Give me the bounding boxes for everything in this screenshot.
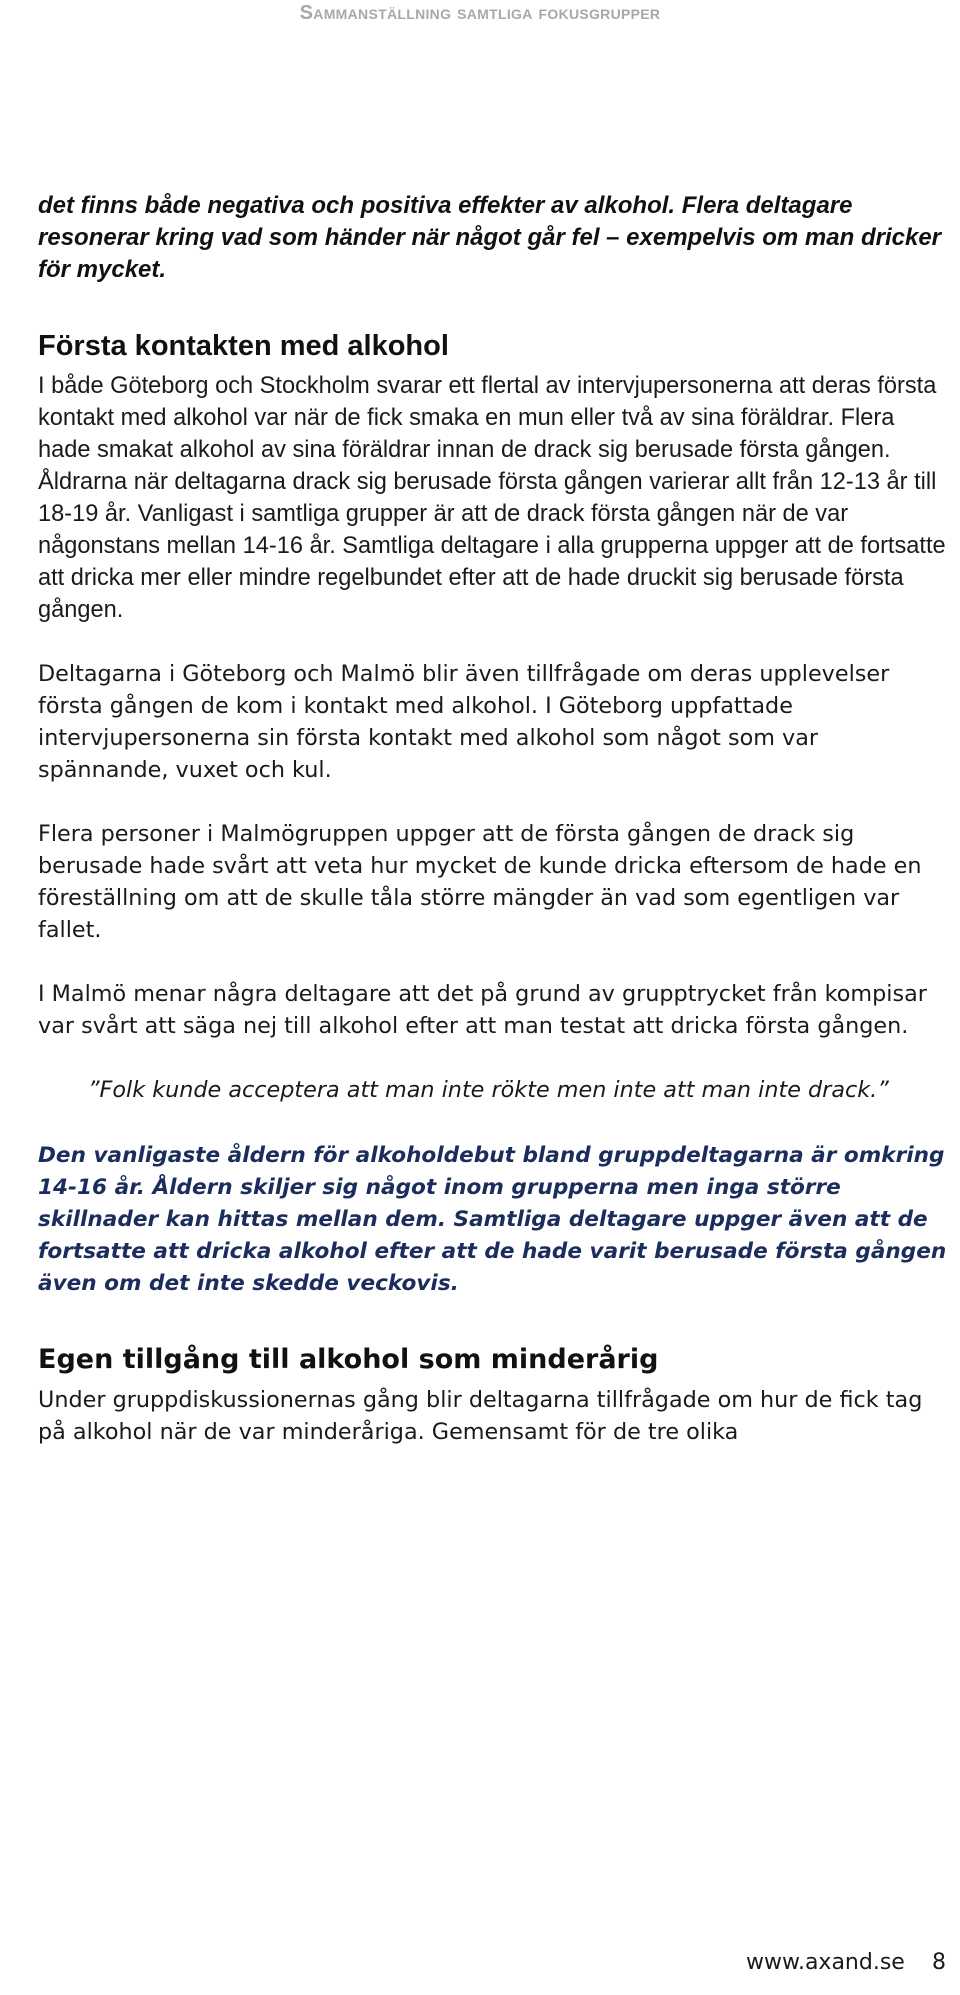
- paragraph-malmo-tolerance: Flera personer i Malmögruppen uppger att de första gången de drack sig berusade hade svårt att veta hur mycket de kunde dricka eftersom de hade en föreställning om att de skulle tåla större mängder än vad som egentligen var fallet.: [38, 821, 922, 943]
- page-footer: [746, 1950, 946, 1975]
- document-body: [38, 190, 952, 1448]
- page-number: 8: [932, 1950, 946, 1975]
- paragraph-first-contact-ages: I både Göteborg och Stockholm svarar ett flertal av intervjupersonerna att deras första kontakt med alkohol var när de fick smaka en mun eller två av sina föräldrar. Flera hade smakat alkohol av sina föräldrar innan de drack sig berusade första gången. Åldrarna när deltagarna drack sig berusade första gången varierar allt från 12-13 år till 18-19 år. Vanligast i samtliga grupper är att de drack första gången när de var någonstans mellan 14-16 år. Samtliga deltagare i alla grupperna uppger att de fortsatte att dricka mer eller mindre regelbundet efter att de hade druckit sig berusade första gången.: [38, 373, 946, 623]
- section-heading-first-contact: Första kontakten med alkohol: [38, 330, 449, 362]
- intro-summary: det finns både negativa och positiva effekter av alkohol. Flera deltagare resonerar kring vad som händer när något går fel – exempelvis om man dricker för mycket.: [38, 192, 941, 283]
- participant-quote: ”Folk kunde acceptera att man inte rökte men inte att man inte drack.”: [88, 1077, 889, 1103]
- running-header: Sammanställning samtliga fokusgrupper: [299, 2, 661, 24]
- paragraph-experiences: Deltagarna i Göteborg och Malmö blir även tillfrågade om deras upplevelser första gången de kom i kontakt med alkohol. I Göteborg uppfattade intervjupersonerna sin första kontakt med alkohol som något som var spännande, vuxet och kul.: [38, 661, 890, 783]
- section-heading-own-access: Egen tillgång till alkohol som minderårig: [38, 1344, 659, 1375]
- footer-website: www.axand.se: [746, 1950, 905, 1975]
- section-summary: Den vanligaste åldern för alkoholdebut bland gruppdeltagarna är omkring 14-16 år. Åldern skiljer sig något inom grupperna men inga större skillnader kan hittas mellan dem. Samtliga deltagare uppger även att de fortsatte att dricka alkohol efter att de hade varit berusade första gången även om det inte skedde veckovis.: [38, 1143, 947, 1296]
- paragraph-own-access: Under gruppdiskussionernas gång blir deltagarna tillfrågade om hur de fick tag på alkohol när de var minderåriga. Gemensamt för de tre olika: [38, 1387, 923, 1445]
- paragraph-peer-pressure: I Malmö menar några deltagare att det på grund av grupptrycket från kompisar var svårt att säga nej till alkohol efter att man testat att dricka första gången.: [38, 981, 927, 1039]
